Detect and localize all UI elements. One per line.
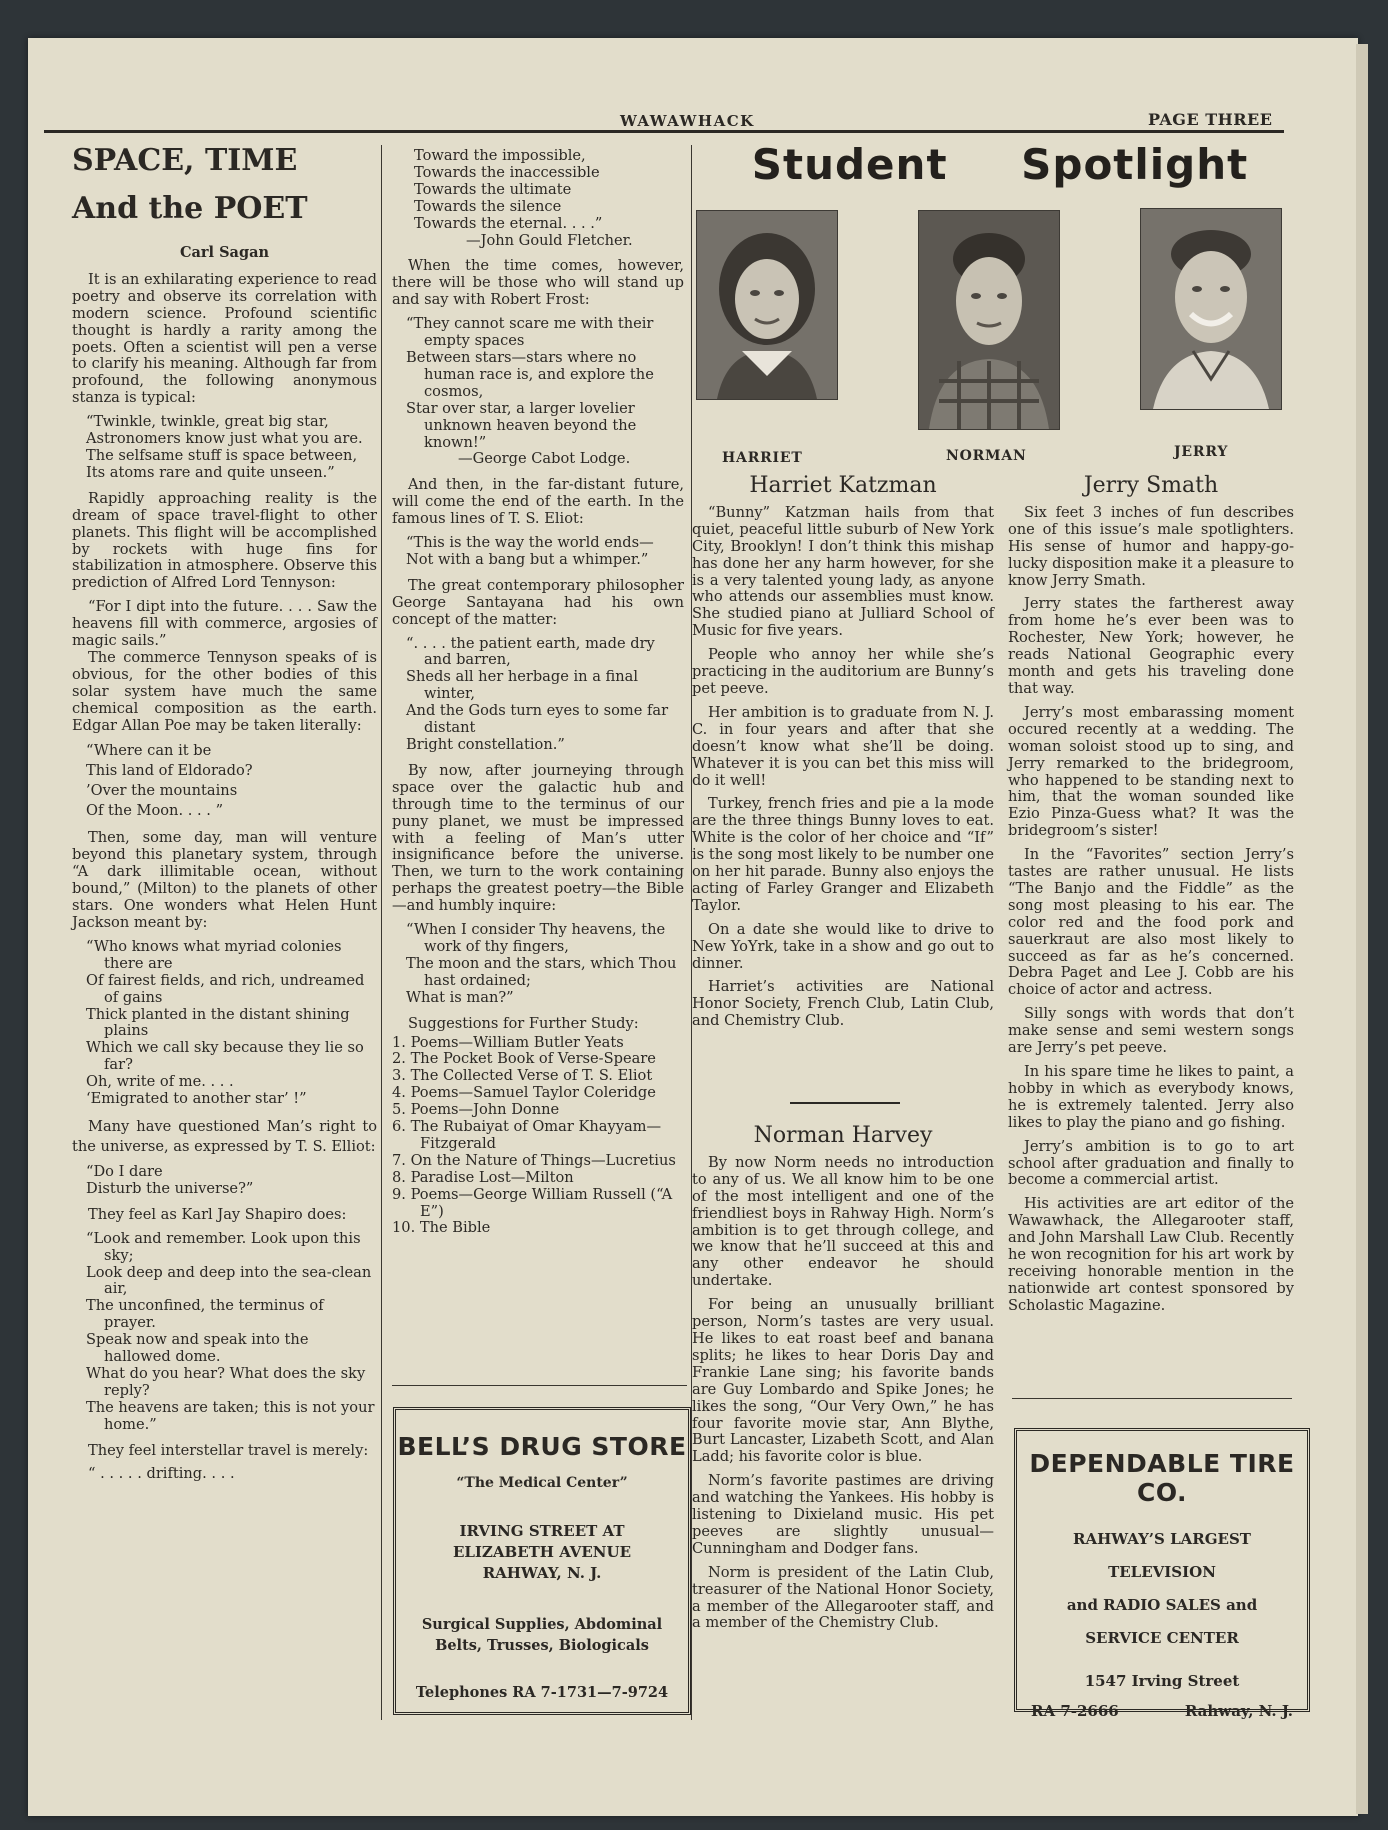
verse-line: “They cannot scare me with their empty spaces bbox=[406, 315, 654, 350]
paragraph: His activities are art editor of the Wawawhack, the Allegarooter staff, and John Marshall Law Club. Recently he won recognition for his art work by receiving honorable mention in the nationwide art contest sponsored by Scholastic Magazine. bbox=[1008, 1195, 1294, 1314]
verse-line: This land of Eldorado? bbox=[86, 762, 253, 780]
paragraph: And then, in the far-distant future, will come the end of the earth. In the famous lines of T. S. Eliot: bbox=[392, 476, 684, 528]
ad-phone: RA 7-2666 bbox=[1031, 1702, 1119, 1720]
verse-line: Towards the silence bbox=[414, 197, 562, 215]
spotlight-column-right bbox=[1008, 473, 1294, 1322]
paragraph: The great contemporary philosopher George Santayana had his own concept of the matter: bbox=[392, 576, 684, 628]
verse bbox=[72, 414, 377, 482]
section-rule bbox=[790, 1102, 900, 1104]
jerry-photo bbox=[1140, 208, 1282, 410]
ad-title: DEPENDABLE TIRE CO. bbox=[1029, 1449, 1295, 1507]
caption-jerry: JERRY bbox=[1174, 444, 1229, 460]
spotlight-column-left bbox=[692, 473, 994, 1037]
paragraph: Jerry’s most embarassing moment occured recently at a wedding. The woman soloist stood up to sing, and Jerry remarked to the bridegroom, who happened to be standing next to him, that the woman sounded like Ezio Pinza-Guess what? It was the bridegroom’s sister! bbox=[1008, 703, 1294, 840]
verse bbox=[72, 1164, 377, 1198]
ad-line: ELIZABETH AVENUE bbox=[452, 1543, 632, 1561]
verse-line: The selfsame stuff is space between, bbox=[86, 446, 358, 464]
verse-line: “Look and remember. Look upon this sky; bbox=[86, 1229, 361, 1264]
ad-line: Belts, Trusses, Biologicals bbox=[435, 1637, 649, 1654]
verse-line: Towards the eternal. . . .” bbox=[414, 214, 603, 232]
verse-line: The heavens are taken; this is not your home.” bbox=[86, 1398, 375, 1433]
ad-details bbox=[1017, 1523, 1307, 1698]
list-item: 5. Poems—John Donne bbox=[392, 1101, 560, 1119]
norman-photo bbox=[918, 210, 1060, 430]
verse-line: “Who knows what myriad colonies there are bbox=[86, 937, 342, 972]
paragraph: Her ambition is to graduate from N. J. C. in four years and after that she doesn’t know what she’ll be doing. Whatever it is you can bet this miss will do it well! bbox=[692, 703, 994, 789]
masthead-title: WAWAWHACK bbox=[620, 112, 755, 130]
verse-line: “Where can it be bbox=[86, 742, 212, 760]
paragraph: Rapidly approaching reality is the dream of space travel-flight to other planets. This flight will be accomplished by rockets with huge fins for stabilization in atmosphere. Observe this prediction of Alfred Lord Tennyson: bbox=[72, 489, 377, 592]
verse-line: Speak now and speak into the hallowed dome. bbox=[86, 1331, 309, 1366]
ad-title: BELL’S DRUG STORE bbox=[397, 1432, 687, 1461]
verse bbox=[392, 316, 684, 468]
ad-line: TELEVISION bbox=[1108, 1563, 1216, 1581]
ad-supplies bbox=[396, 1614, 688, 1656]
norman-heading: Norman Harvey bbox=[753, 1123, 933, 1148]
spotlight-title: Student Spotlight bbox=[751, 140, 1249, 189]
verse-line: Oh, write of me. . . . bbox=[86, 1073, 234, 1091]
page-edge bbox=[1356, 44, 1368, 1814]
article-column-1 bbox=[72, 143, 377, 1490]
study-list bbox=[392, 1035, 684, 1238]
ad-line: SERVICE CENTER bbox=[1085, 1629, 1239, 1647]
list-item: 7. On the Nature of Things—Lucretius bbox=[392, 1151, 676, 1169]
verse-line: Astronomers know just what you are. bbox=[86, 430, 363, 448]
paragraph: “ . . . . . drifting. . . . bbox=[88, 1465, 235, 1483]
harriet-photo bbox=[696, 210, 838, 400]
study-heading: Suggestions for Further Study: bbox=[408, 1014, 639, 1032]
verse-line: Of the Moon. . . . ” bbox=[86, 802, 224, 820]
ad-contact bbox=[1031, 1702, 1293, 1720]
verse-line: Disturb the universe?” bbox=[86, 1179, 254, 1197]
ad-line: 1547 Irving Street bbox=[1084, 1672, 1240, 1690]
dependable-tire-ad bbox=[1014, 1428, 1310, 1720]
verse bbox=[392, 636, 684, 754]
paragraph: On a date she would like to drive to New YoYrk, take in a show and go out to dinner. bbox=[692, 920, 994, 972]
paragraph: Turkey, french fries and pie a la mode are the three things Bunny loves to eat. White is the color of her choice and “If” is the song most likely to be number one on her hit parade. Bunny also enjoys the acting of Farley Granger and Elizabeth Taylor. bbox=[692, 795, 994, 914]
jerry-heading: Jerry Smath bbox=[1083, 473, 1219, 498]
list-item: 4. Poems—Samuel Taylor Coleridge bbox=[392, 1084, 656, 1102]
verse-line: Towards the inaccessible bbox=[414, 163, 600, 181]
harriet-heading: Harriet Katzman bbox=[749, 473, 937, 498]
paragraph: Jerry states the fartherest away from home he’s ever been was to Rochester, New York; however, he reads National Geographic every month and gets his traveling done that way. bbox=[1008, 595, 1294, 697]
paragraph: By now, after journeying through space over the galactic hub and through time to the terminus of our puny planet, we must be impressed with a feeling of Man’s utter insignificance before the universe. Then, we turn to the work containing perhaps the greatest poetry—the Bible—and humbly inquire: bbox=[392, 761, 684, 915]
ad-line: IRVING STREET AT bbox=[459, 1522, 625, 1540]
ad-line: Surgical Supplies, Abdominal bbox=[421, 1616, 663, 1633]
section-rule bbox=[392, 1385, 687, 1386]
ad-line: and RADIO SALES and bbox=[1066, 1596, 1258, 1614]
paragraph: They feel interstellar travel is merely: bbox=[88, 1441, 369, 1459]
list-item: 10. The Bible bbox=[392, 1219, 491, 1237]
ad-phone: Telephones RA 7-1731—7-9724 bbox=[415, 1684, 669, 1701]
verse-line: Sheds all her herbage in a final winter, bbox=[406, 668, 639, 703]
section-rule bbox=[1012, 1398, 1292, 1399]
paragraph: They feel as Karl Jay Shapiro does: bbox=[88, 1205, 347, 1223]
list-item: 3. The Collected Verse of T. S. Eliot bbox=[392, 1067, 653, 1085]
verse-line: Its atoms rare and quite unseen.” bbox=[86, 463, 335, 481]
paragraph: In the “Favorites” section Jerry’s tastes are rather unusual. He lists “The Banjo and the Fiddle” as the song most pleasing to his ear. The color red and the food pork and sauerkraut are also most likely to succeed as far as he’s concerned. Debra Paget and Lee J. Cobb are his choice of actor and actress. bbox=[1008, 846, 1294, 999]
paragraph: It is an exhilarating experience to read poetry and observe its correlation with modern science. Profound scientific thought is hardly a rarity among the poets. Often a scientist will pen a verse to clarify his meaning. Although far from profound, the following anonymous stanza is typical: bbox=[72, 270, 377, 407]
paragraph: Norm’s favorite pastimes are driving and watching the Yankees. His hobby is listening to Dixieland music. His pet peeves are slightly unusual—Cunningham and Dodger fans. bbox=[692, 1472, 994, 1557]
paragraph: Jerry’s ambition is to go to art school after graduation and finally to become a commercial artist. bbox=[1008, 1137, 1294, 1189]
verse bbox=[72, 939, 377, 1108]
paragraph: By now Norm needs no introduction to any of us. We all know him to be one of the most intelligent and one of the friendliest boys in Rahway High. Norm’s ambition is to get through college, and we know that he’ll succeed at this and any other endeavor he should undertake. bbox=[692, 1153, 994, 1290]
verse-line: Star over star, a larger lovelier unknown heaven beyond the known!” bbox=[406, 399, 637, 451]
article-column-2 bbox=[392, 148, 684, 1237]
verse bbox=[392, 535, 684, 569]
verse-line: ’Over the mountains bbox=[86, 782, 238, 800]
ad-line: RAHWAY’S LARGEST bbox=[1073, 1530, 1251, 1548]
verse-line: “. . . . the patient earth, made dry and barren, bbox=[406, 634, 655, 669]
page-number: PAGE THREE bbox=[1148, 110, 1273, 129]
caption-harriet: HARRIET bbox=[722, 450, 803, 466]
column-divider bbox=[381, 145, 382, 1720]
verse bbox=[392, 922, 684, 1007]
list-item: 6. The Rubaiyat of Omar Khayyam—Fitzgerald bbox=[392, 1118, 662, 1152]
spotlight-column-norman bbox=[692, 1123, 994, 1639]
paragraph: For being an unusually brilliant person, Norm’s tastes are very usual. He likes to eat roast beef and banana splits; he likes to hear Doris Day and Frankie Lane sing; his favorite bands are Guy Lombardo and Spike Jones; he likes the song, “Our Very Own,” he has four favorite movie star, Ann Blythe, Burt Lancaster, Lizabeth Scott, and Alan Ladd; his favorite color is blue. bbox=[692, 1296, 994, 1466]
verse-line: Of fairest fields, and rich, undreamed of gains bbox=[86, 971, 365, 1006]
paragraph: Silly songs with words that don’t make sense and semi western songs are Jerry’s pet peeve. bbox=[1008, 1005, 1294, 1057]
paragraph: When the time comes, however, there will be those who will stand up and say with Robert Frost: bbox=[392, 257, 684, 309]
quote: “For I dipt into the future. . . . Saw the heavens fill with commerce, argosies of magic sails.” bbox=[72, 598, 377, 650]
verse-line: What is man?” bbox=[406, 988, 514, 1006]
list-item: 1. Poems—William Butler Yeats bbox=[392, 1033, 624, 1051]
verse-line: And the Gods turn eyes to some far distant bbox=[406, 702, 669, 737]
verse-line: What do you hear? What does the sky reply? bbox=[86, 1364, 366, 1399]
paragraph: Norm is president of the Latin Club, treasurer of the National Honor Society, a member of the Allegarooter staff, and a member of the Chemistry Club. bbox=[692, 1563, 994, 1632]
verse-line: ‘Emigrated to another star’ !” bbox=[86, 1090, 307, 1108]
list-item: 2. The Pocket Book of Verse-Speare bbox=[392, 1050, 656, 1068]
verse-line: The unconfined, the terminus of prayer. bbox=[86, 1297, 324, 1332]
ad-tagline: “The Medical Center” bbox=[456, 1475, 628, 1491]
verse-line: “Do I dare bbox=[86, 1162, 163, 1180]
paragraph: Then, some day, man will venture beyond this planetary system, through “A dark illimitable ocean, without bound,” (Milton) to the planets of other stars. One wonders what Helen Hunt Jackson meant by: bbox=[72, 829, 377, 931]
verse-attribution: —John Gould Fletcher. bbox=[466, 231, 633, 249]
verse-line: Look deep and deep into the sea-clean air, bbox=[86, 1263, 372, 1298]
verse-line: The moon and the stars, which Thou hast ordained; bbox=[406, 954, 677, 989]
article-byline: Carl Sagan bbox=[179, 244, 270, 261]
paragraph: “Bunny” Katzman hails from that quiet, peaceful little suburb of New York City, Brooklyn! I don’t think this mishap has done her any harm however, for she is a very talented young lady, as anyone who attends our assemblies must know. She studied piano at Julliard School of Music for five years. bbox=[692, 503, 994, 640]
verse-line: “This is the way the world ends— bbox=[406, 534, 654, 552]
paragraph: People who annoy her while she’s practicing in the auditorium are Bunny’s pet peeve. bbox=[692, 646, 994, 697]
paragraph: Many have questioned Man’s right to the universe, as expressed by T. S. Elliot: bbox=[72, 1117, 377, 1155]
verse-line: Towards the ultimate bbox=[414, 180, 572, 198]
article-subtitle: And the POET bbox=[72, 191, 308, 226]
verse bbox=[400, 148, 684, 249]
verse-line: Bright constellation.” bbox=[406, 736, 565, 753]
bells-drug-store-ad bbox=[393, 1407, 691, 1715]
verse-line: Not with a bang but a whimper.” bbox=[406, 550, 649, 568]
ad-line: RAHWAY, N. J. bbox=[482, 1564, 602, 1582]
list-item: 8. Paradise Lost—Milton bbox=[392, 1168, 574, 1186]
ad-address bbox=[396, 1521, 688, 1584]
header-rule bbox=[44, 130, 1284, 133]
ad-town: Rahway, N. J. bbox=[1184, 1702, 1293, 1720]
verse bbox=[72, 1231, 377, 1434]
caption-norman: NORMAN bbox=[946, 448, 1027, 464]
verse-line: Thick planted in the distant shining plains bbox=[86, 1005, 350, 1040]
verse-line: Between stars—stars where no human race is, and explore the cosmos, bbox=[406, 348, 654, 400]
verse-line: Which we call sky because they lie so far? bbox=[86, 1039, 364, 1074]
verse-line: “When I consider Thy heavens, the work of thy fingers, bbox=[406, 921, 666, 955]
verse-line: “Twinkle, twinkle, great big star, bbox=[86, 413, 329, 431]
paragraph: Six feet 3 inches of fun describes one of this issue’s male spotlighters. His sense of humor and happy-go-lucky disposition make it a pleasure to know Jerry Smath. bbox=[1008, 503, 1294, 589]
verse bbox=[72, 741, 377, 821]
verse-line: Toward the impossible, bbox=[414, 147, 586, 164]
paragraph: Harriet’s activities are National Honor Society, French Club, Latin Club, and Chemistry Club. bbox=[692, 978, 994, 1030]
verse-attribution: —George Cabot Lodge. bbox=[458, 450, 631, 468]
paragraph: In his spare time he likes to paint, a hobby in which as everybody knows, he is extremely talented. Jerry also likes to play the piano and go fishing. bbox=[1008, 1063, 1294, 1131]
article-title: SPACE, TIME bbox=[72, 143, 298, 178]
list-item: 9. Poems—George William Russell (“A E”) bbox=[392, 1185, 673, 1220]
paragraph: The commerce Tennyson speaks of is obvious, for the other bodies of this solar system have much the same chemical composition as the earth. Edgar Allan Poe may be taken literally: bbox=[72, 648, 377, 734]
